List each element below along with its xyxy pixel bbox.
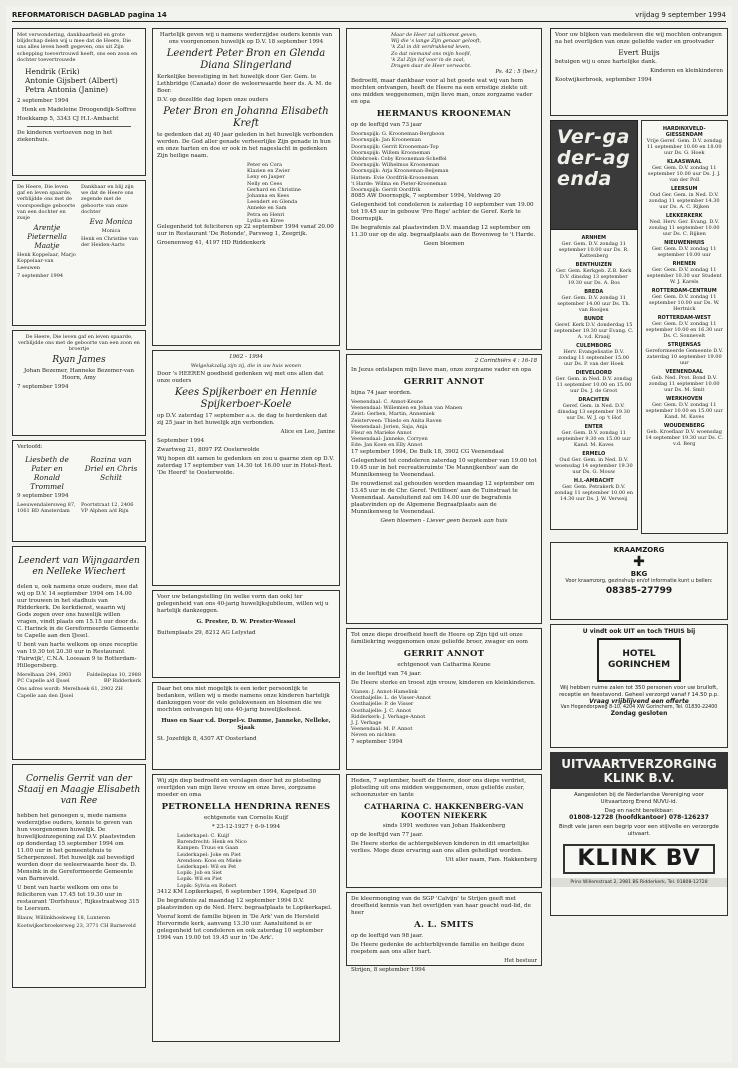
family-member: Fleur en Marieke Annot: [351, 430, 412, 437]
family-member: Leiderkapel: Wil en Pet: [177, 864, 237, 871]
family-member: Gerhard en Christine: [247, 186, 301, 193]
kraamzorg-ad: [550, 542, 728, 620]
poem-line: Wij die 's lange Zijn genaar gelooft,: [391, 38, 482, 45]
agenda-details: Ger. Gem. D.V. zondag 11 september 10.00 uur Ds. W. Hertnick: [648, 294, 720, 312]
child-name-3: Petra Antonia (Janine): [25, 85, 109, 95]
notice-text: Bedroefd, maar dankbaar voor al het goede wat wij van hem mochten ontvangen, heeft de Heere na een ernstige ziekte uit ons midden weggenomen, mijn lieve man, onze zorgzame vader en opa: [351, 78, 533, 106]
anniversary-intro: Door 's HEEREN goedheid gedenken wij met ons allen dat onze ouders: [157, 371, 324, 385]
klink-address: Prins Willemstraat 2, 2981 BS Ridderkerk, Tel. 01808-12728: [551, 878, 727, 887]
family-member: Leiderkapel: C. Kuijf: [177, 833, 230, 839]
page-header-left: REFORMATORISCH DAGBLAD pagina 14: [12, 11, 167, 19]
agenda-place: ENTER: [584, 424, 603, 430]
family-member: Barendrecht: Henk en Nico: [177, 839, 247, 846]
couple-names: Leendert van Wijngaarden en Nelleke Wiechert: [18, 556, 140, 577]
thanks-text: Voor uw blijken van medeleven die wij mochten ontvangen na het overlijden van onze geliefde vader en grootvader: [555, 32, 722, 45]
funeral-text: De begrafenis zal plaatsvinden D.V. maandag 12 september om 11.30 uur op de alg. begraafplaats aan de Bovenweg te 't Harde.: [351, 225, 536, 239]
family-member: Lopik: Sylvia en Robert: [177, 882, 237, 889]
address-1: Leeuwendalersweg 87, 1061 BD Amsterdam: [17, 502, 76, 515]
anniversary-announcement: [152, 350, 340, 586]
agenda-details: Geb. Kroeflaar D.V. woensdag 14 september 19.30 uur Ds. C. v.d. Berg: [645, 429, 724, 447]
announcement-date: 2 september 1994: [17, 98, 69, 105]
agenda-place: CULEMBORG: [576, 343, 612, 349]
family-member: Neven en nichten: [351, 732, 396, 739]
address: Groenenweg 41, 4197 HD Riddenkerk: [157, 240, 266, 247]
family-member: Petra en Henri: [247, 211, 285, 218]
agenda-place: STRIJENSAS: [667, 342, 701, 348]
agenda-place: LEERSUM: [670, 186, 698, 192]
no-flowers: Geen bloemen: [423, 241, 465, 248]
signature: Alice en Leo, Janine: [280, 429, 335, 436]
family-member: Veenendaal: Jorien, Saja, Anja: [351, 423, 428, 430]
phone-number: 08385-27799: [605, 586, 673, 596]
birth-date-1: 7 september 1994: [17, 272, 64, 279]
thank-you-note-2: [152, 682, 340, 770]
family-names: Johan Bezemer, Hanneke Bezemer-van Hoorn, Amy: [24, 367, 134, 381]
agenda-details: Geb. Ned. Prot. Bond D.V. zondag 11 september 10.00 uur Ds. M. Smit: [648, 375, 720, 393]
family-member: Nelly en Cees: [247, 180, 283, 187]
address: St. Jozefdijk 8, 4307 AT Oosterland: [157, 736, 257, 742]
agenda-details: Oud Ger. Gem. in Ned. D.V. zondag 11 september 14.30 uur Ds. A. C. Rijken: [648, 192, 720, 210]
announcement-intro: Met verwondering, dankbaarheid en grote blijdschap delen wij u mee dat de Heere, Die uns alles leven heeft gegeven, ons uit Zijn schepping toevertrouwd heeft, ons een zoon en dochter toevertrouwde: [17, 32, 138, 63]
ad-text: Wij hebben ruime zalen tot 350 personen voor uw bruiloft, receptie en feestavond. Geheel verzorgd vanaf f 14.50 p.p.: [559, 685, 719, 698]
couple-names: Kees Spijkerboer en Hennie Spijkerboer-Koele: [174, 387, 318, 411]
klink-text-2: Bindt vele jaren een begrip voor een stijlvolle en verzorgde uitvaart.: [559, 824, 719, 837]
reception-text: Wij hopen dit samen te gedenken en zou u gaarne zien op D.V. zaterdag 17 september van 14.30 tot 16.00 uur in Hotel-Rest. 'De Heerd' te Oosterwolde.: [157, 456, 335, 477]
child-name-1: Hendrik (Erik): [25, 67, 80, 77]
agenda-details: Herv. Evangelisatie D.V. zondag 11 september 15.00 uur Ds. P. van der Hoek: [558, 349, 630, 367]
birth-text-2: Dankbaar en blij zijn we dat de Heere ons zegende met de geboorte van onze dochter: [81, 184, 134, 215]
slogan: Vraag vrijblijvend een offerte: [589, 698, 689, 706]
birth-text-1: De Heere, Die leven gaf en leven spaarde, verblijdde ons met de voorspoedige geboorte van een dochter en zusje: [17, 184, 76, 222]
deceased-name: HERMANUS KROONEMAN: [376, 109, 512, 120]
wedding-announcement-2: [12, 764, 146, 988]
thank-you-note-1: [152, 590, 340, 678]
family-member: 't Harde: Wilma en Pieter-Krooneman: [351, 180, 447, 187]
agenda-details: Gereformeerde Gemeente D.V. zaterdag 10 september 19.00 uur: [645, 348, 723, 366]
page-header-right: vrijdag 9 september 1994: [635, 11, 726, 19]
agenda-details: Ger. Gem. D.V. zondag 11 september 10.00 uur Ds. J. J. van der Poll: [647, 165, 721, 183]
age: op de leeftijd van 98 jaar.: [351, 933, 424, 939]
verse: Welgelukzalig zijn zij, die in uw huis wonen: [190, 363, 302, 369]
column-4: [550, 28, 728, 1052]
agenda-place: BUNDE: [583, 316, 604, 322]
agenda-place: DRACHTEN: [578, 397, 610, 403]
family-member: Lopik: Wil en Piet: [177, 876, 222, 883]
deceased-name: GERRIT ANNOT: [403, 377, 485, 387]
spouse-note: echtgenoot van Catharina Keune: [397, 662, 491, 668]
hotel-gorinchem-ad: [550, 624, 728, 748]
birth-announcement-triplets: [12, 28, 146, 176]
birth-announcement-daughters: [12, 180, 146, 326]
notice-text: Wij zijn diep bedroefd en verslagen door het zo plotseling overlijden van mijn lieve vrouw en onze lieve, zorgzame moeder en oma: [157, 778, 321, 798]
agenda-section: [550, 120, 728, 538]
family-list: [247, 162, 335, 224]
family-names-1: Henk Koppelaar, Marjo Koppelaar-van Leeuwen: [17, 252, 76, 271]
agenda-details: Ned. Herv. Ger. Evang. D.V. zondag 11 september 10.00 uur Ds. C. Rijken: [648, 219, 720, 237]
agenda-place: ROTTERDAM-CENTRUM: [651, 288, 717, 294]
deceased-name: PETRONELLA HENDRINA RENES: [161, 802, 331, 812]
signature: Uit aller naam, Fam. Hakkenberg: [445, 857, 537, 863]
wedding-and-anniversary: [152, 28, 340, 346]
agenda-place: BENTHUIZEN: [575, 262, 612, 268]
death-notice-smits: [346, 892, 542, 973]
family-member: Leny en Jasper: [247, 174, 285, 181]
agenda-details: Ger. Gem. D.V. zondag 11 september 10.00 en 15.00 uur Kand. M. Kaves: [645, 402, 723, 420]
agenda-place: RHENEN: [672, 261, 696, 267]
agenda-place: LEKKERKERK: [665, 213, 703, 219]
wedding-text: delen u, ook namens onze ouders, mee dat wij op D.V. 14 september 1994 om 14.00 uur trouwen in het stadhuis van Ridderkerk. De kerkdienst, waarin wij Gods zegen over ons huwelijk willen vragen, vindt plaats om 15.15 uur door ds. C. Harinck in de Gereformeerde Gemeente te Capelle aan den IJssel.: [17, 584, 140, 639]
engagement-announcement: [12, 440, 146, 542]
agenda-right-list: [641, 120, 729, 534]
agenda-place: KLAASWAAL: [666, 159, 702, 165]
family-member: Oosthaljelle: J. C. Annot: [351, 707, 412, 714]
address-2: Kootwijkerbroekerweg 23, 3771 CH Barneveld: [17, 923, 136, 930]
death-notice-annot-family: [346, 354, 542, 624]
address-1: Blauw, Willinkhoekweg 18, Lunteren: [17, 915, 111, 921]
visit-text: Gelegenheid tot condoleren is zaterdag 10 september van 19.00 tot 19.45 uur in gebouw 'Pro Rege' achter de Geref. Kerk te Doornspijk.: [351, 202, 534, 223]
reception-text: U bent van harte welkom op onze receptie van 19.30 tot 20.30 uur in Restaurant 'Fairwijk', C.N.A. Loosaan 9 te Rotterdam-Hillegersberg.: [17, 642, 138, 669]
newspaper-page: [6, 6, 732, 1062]
poem-line: 'k Zal Zijn lof voor in de zaal,: [391, 56, 465, 63]
family-member: Oldebroek: Coby Krooneman-Scheffel: [351, 156, 447, 163]
notice-text: Heden, 7 september, heeft de Heere, door ons diepe verdriet, plotseling uit ons midden weggenomen, onze geliefde zuster, schoonzuster en tante: [351, 778, 526, 798]
date: Kootwijkerbroek, september 1994: [555, 77, 652, 83]
parents-note: D.V. op dezelfde dag lopen onze ouders: [157, 97, 269, 103]
birth-date: 7 september 1994: [17, 383, 69, 390]
agenda-details: Geref. Kerk D.V. donderdag 15 september 19.30 uur Evang. C. A. v.d. Kraaij: [554, 322, 634, 340]
signature: Het bestuur: [504, 958, 537, 964]
column-1: [12, 28, 146, 1052]
wedding-text: hebben het genoegen u, mede namens wederzijdse ouders, kennis te geven van hun voorgenomen huwelijk. De huwelijksinzegening zal D.V. plaatsvinden op donderdag 15 september 1994 om 11.00 uur in het gemeentehuis te Scherpenzeel. Het huwelijk zal bevestigd worden door de weleerwaarde heer ds. D. Mensink in de Gereformeerde Gemeente van Barneveld.: [17, 813, 137, 882]
names: G. Prester, D. W. Prester-Wessel: [196, 619, 296, 625]
family-member: Arendsen: Koos en Mieke: [177, 857, 242, 864]
deceased-name: A. L. SMITS: [414, 920, 474, 930]
address: 17 september 1994, De Bulk 18, 3902 CG Veenendaal: [351, 448, 504, 455]
anniversary-text: te gedenken dat zij 40 jaar geleden in het huwelijk verbonden werden. De God aller genade verheerlijke Zijn genade in hun en onze harten en doe er ook in het nageslacht in gedenken Zijn heilige naam.: [157, 132, 334, 159]
family-member: Kampen: Truus en Gaan: [177, 845, 239, 852]
age: bijna 74 jaar worden.: [351, 390, 412, 396]
poem-line: 'k Zal in dit verdrukkend leven,: [391, 44, 471, 51]
family-member: Anneke en Sam: [247, 205, 287, 212]
family-member: Veenendaal: C. Annot-Keune: [351, 399, 424, 405]
address: 8085 AW Doornspijk, 7 september 1994, Veldweg 20: [351, 193, 501, 200]
agenda-details: Ger. Gem. D.V. zondag 11 september 10.00 uur: [652, 246, 717, 258]
visit-text: Gelegenheid tot condoleren zaterdag 10 september van 19.00 tot 19.45 uur in het recreatieruimte 'De Mannijkenbos' aan de Munnikenweg te Veenendaal.: [351, 457, 537, 478]
family-member: Doornspijk: Gerrit Oordfrik: [351, 187, 421, 194]
family-member: Zeisterveen: Thiedo en Anita Raven: [351, 417, 442, 424]
announcement-intro: Hartelijk geven wij u namens wederzijdse ouders kennis van ons voorgenomen huwelijk op D.V. 18 september 1994: [159, 32, 333, 45]
family-member: Ridderkerk: J. Verhage-Annot: [351, 713, 426, 720]
agenda-details: Geref. Gem. in Ned. D.V. dinsdag 13 september 19.30 uur Ds. W. J. op 't Hof: [557, 403, 630, 421]
thanks-text: Voor uw belangstelling (in welke vorm dan ook) ter gelegenheid van ons 40-jarig huwelijksjubileum, willen wij u hartelijk dankzeggen.: [157, 594, 329, 614]
agenda-details: Vrije Geref. Gem. D.V. zondag 11 september 10.00 en 18.00 uur Ds. G. Hoek: [646, 138, 722, 156]
couple-names: Cornelis Gerrit van der Staaij en Maagje Elisabeth van Ree: [17, 774, 141, 806]
date: Strijen, 8 september 1994: [351, 967, 426, 973]
family-member: Doornspijk: Gerrit Krooneman-Top: [351, 143, 439, 150]
visit-text: Vooraf komt de familie bijeen in 'De Ark' van de Hersteld Hervormde kerk, aanvang 13.30 uur. Aansluitend is er gelegenheid tot condoleren en ook zaterdag 10 september 1994 van 19.00 tot 19.45 uur in 'De Ark'.: [157, 913, 324, 941]
klink-title-1: UITVAARTVERZORGING: [561, 757, 717, 771]
family-member: Lopik: Job en Siet: [177, 870, 222, 877]
reception-text: Gelegenheid tot feliciteren op 22 september 1994 vanaf 20.00 uur in Restaurant 'De Rotonde', Parsweg 1, Zeegrijk.: [157, 224, 334, 238]
agenda-place: BREDA: [584, 289, 604, 295]
family-list: [351, 689, 537, 739]
family-member: Hattem: Evie Oordfrik-Krooneman: [351, 174, 439, 181]
anniversary-text: op D.V. zaterdag 17 september a.s. de dag te herdenken dat zij 25 jaar in het huwelijk zijn verbonden.: [157, 413, 328, 427]
family-member: Leendert en Glenda: [247, 199, 298, 206]
family: Kinderen en kleinkinderen: [650, 68, 723, 74]
birth-text: De Heere, Die leven gaf en leven spaarde, verblijdde ons met de geboorte van een zoon en broertje: [18, 334, 140, 353]
poem: [391, 32, 537, 69]
agenda-place: NIEUWENHUIS: [664, 240, 705, 246]
klink-text: Aangesloten bij de Nederlandse Vereniging voor Uitvaartzorg Erend NUVU-id.: [573, 792, 705, 805]
family-member: Doornspijk: Wilhelmus Krooneman: [351, 162, 440, 169]
address: Van Hogendorpweg 8-10, 4204 XW Gorinchem, Tel. 01830-22400: [560, 705, 718, 711]
deceased-name: Evert Buijs: [618, 48, 660, 57]
parents-names: Henk en Madeleine Droogendijk-Soffree: [21, 107, 137, 114]
agenda-details: Ger. Gem. D.V. zondag 11 september 10.30 uur Student W. J. Karels: [646, 267, 722, 285]
klink-logo: KLINK BV: [563, 844, 715, 874]
couple-1: Liesbeth de Pater en Ronald Trommel: [25, 455, 69, 491]
klink-title-2: KLINK B.V.: [603, 771, 675, 785]
agenda-details: Ger. Gem. D.V. zondag 11 september 10.00 en 16.30 uur Ds. C. Sonnevelt: [645, 321, 723, 339]
wedding-announcement-1: [12, 546, 146, 760]
family-member: Doornspijk: G. Krooneman-Bergboon: [351, 131, 445, 138]
page-header: [12, 8, 726, 22]
hotel-logo: [597, 638, 681, 682]
family-member: Doornspijk: Willem Krooneman: [351, 149, 431, 156]
family-member: Oosthaljelle: L. de Visser-Annot: [351, 695, 432, 702]
engagement-date: 9 september 1994: [17, 493, 69, 499]
family-member: J. J. Verhage: [351, 720, 382, 727]
agenda-details: Ger. Gem. D.V. zondag 11 september 9.30 en 15.00 uur Kand. M. Kaves: [556, 430, 631, 448]
hotel-name-1: HOTEL: [622, 649, 656, 659]
notice-text: De kleermonging van de SGP 'Calvijn' te Strijen geeft met droefheid kennis van het overlijden van haar geacht oud-lid, de heer: [351, 896, 531, 916]
column-2: [152, 28, 340, 1052]
klink-availability: Dag en nacht bereikbaar:: [604, 808, 674, 815]
agenda-details: Ger. Gem. Petrakerk D.V. zondag 11 september 10.00 en 14.30 uur Ds. J. W. Verweij: [554, 484, 633, 502]
birth-announcement-son: [12, 330, 146, 436]
cross-icon: ✚: [633, 554, 645, 570]
notice-text: Tot onze diepe droefheid heeft de Heere op Zijn tijd uit onze familiekring weggenomen onze geliefde broer, zwager en oom: [351, 632, 528, 645]
years: 1962 - 1994: [229, 354, 263, 360]
thanks-line: betuigen wij u onze hartelijke dank.: [555, 59, 657, 65]
org-name: BKG: [630, 570, 648, 578]
agenda-place: HARDINXVELD-GIESSENDAM: [662, 126, 706, 138]
family-list: [351, 399, 537, 449]
ad-text: Voor kraamzorg, gezinshulp en/of informatie kunt u bellen:: [565, 578, 713, 584]
poem-line: Zo dat niemand ons mijn hoofd,: [391, 50, 472, 57]
notice-text-2: De Heere sterke en troost zijn vrouw, kinderen en kleinkinderen.: [351, 680, 536, 686]
spouse-note: echtgenote van Cornelis Kuijf: [203, 815, 289, 821]
divider: [27, 126, 131, 127]
address-1: Merelhaan 294, 2903 PC Capelle a/d IJssel: [17, 672, 72, 685]
family-names-2: Henk en Christine van der Heiden-Aarts: [81, 236, 138, 249]
family-member: Ede: Jan Koen en Elly Annot: [351, 442, 423, 449]
deceased-name: CATHARINA C. HAKKENBERG-VAN KOOTEN NIEKERK: [364, 802, 524, 820]
date: 7 september 1994: [351, 738, 403, 745]
agenda-details: Ger. Gem. Kerkgeb. Z.B. Kerk D.V. dinsdag 13 september 19.30 uur Ds. A. Bos: [556, 268, 632, 286]
age: op de leeftijd van 73 jaar: [351, 122, 422, 129]
notice-text-2: De Heere sterke de achtergebleven kinderen in dit smartelijke verlies. Moge deze ervaring aan ons allen geheiligd worden.: [351, 841, 530, 854]
names: Huso en Saar v.d. Dorpel-v. Damme, Janneke, Nelleke, Sjaak: [161, 718, 331, 731]
announcement-note: De kinderen vertoeven nog in het ziekenhuis.: [17, 130, 113, 144]
notice-text-2: De Heere gedenke de achterblijvende familie en heilige deze roepstem aan ons aller hart.: [351, 942, 525, 955]
life-dates: * 23-12-1927 † 6-9-1994: [211, 824, 281, 830]
thank-you-buijs: [550, 28, 728, 116]
child-subname: Monica: [101, 228, 121, 235]
poem-line: Dragen daar de Heer verwacht.: [391, 63, 472, 70]
agenda-details: Ger. Gem. in Ned. D.V. zondag 11 september 10.00 en 15.00 uur Ds. J. de Groot: [555, 376, 633, 394]
deceased-name: GERRIT ANNOT: [403, 649, 485, 659]
notice-text: In Jezus ontslapen mijn lieve man, onze zorgzame vader en opa: [351, 367, 532, 373]
family-member: Veenendaal: Janneke, Corryen: [351, 436, 428, 443]
family-member: Vianen: J. Annot-Hamelink: [351, 689, 418, 695]
column-3: [346, 28, 542, 1052]
agenda-header: [550, 120, 638, 230]
poem-line: Maar de Heer zal uitkomst geven,: [391, 32, 478, 38]
couple-2: Rozina van Driel en Chris Schilt: [84, 455, 138, 482]
age: in de leeftijd van 74 jaar.: [351, 671, 422, 677]
family-member: Peter en Cora: [247, 162, 283, 168]
poem-ref: Ps. 42 : 5 (ber.): [495, 69, 537, 76]
agenda-place: WERKHOVEN: [666, 396, 703, 402]
date: September 1994: [157, 438, 205, 445]
agenda-title: Ver-gader-agenda: [557, 126, 631, 190]
address-2: Faldeilepias 10, 2988 BP Ridderkerk: [86, 672, 141, 685]
closed-note: Zondag gesloten: [610, 710, 668, 718]
engagement-label: Verloofd:: [17, 444, 43, 450]
family-member: Veenendaal: M. P. Annot: [351, 726, 413, 733]
child-name-ryan: Ryan James: [52, 354, 106, 365]
family-member: Oosthaljelle: P. de Visser: [351, 701, 414, 708]
death-notice-hakkenberg: [346, 774, 542, 888]
funeral-text: De rouwdienst zal gehouden worden maandag 12 september om 13.45 uur in de Chr. Geref. 'Petillioen' aan de Tuinstraat te Veenendaal. Aansluitend zal om 14.00 uur de begrafenis plaatsvinden op de Algemene Begraafplaats aan de Munnikenweg te Veenendaal.: [351, 480, 535, 515]
child-name-2: Antonie Gijsbert (Albert): [25, 76, 118, 86]
family-member: Lydia en Kiree: [247, 217, 284, 224]
ceremony-text: Kerkelijke bevestiging in het huwelijk door Ger. Gem. te Lethbridge (Canada) door de weleerwaarde heer ds. A. M. de Boer.: [157, 74, 332, 94]
agenda-details: Ger. Gem. D.V. zondag 11 september 14.00 uur Ds. Th. van Rooijen: [557, 295, 631, 313]
child-name-arentje: Arentje Pieternella Maatje: [27, 223, 67, 251]
address: Zwartweg 21, 8097 PZ Oosterwolde: [157, 447, 260, 454]
address: Buitenplaats 29, 8212 AG Lelystad: [157, 630, 256, 636]
agenda-place: H.I.-AMBACHT: [573, 478, 614, 484]
funeral-text: De begrafenis zal maandag 12 september 1994 D.V. plaatsvinden op de Ned. Herv. begraafplaats te Lopikerkapel.: [157, 897, 332, 911]
couple-names: Leendert Peter Bron en Glenda Diana Slingerland: [166, 48, 326, 71]
agenda-details: Oud Ger. Gem. in Ned. D.V. woensdag 14 september 19.30 uur Ds. G. Mouw: [554, 457, 633, 475]
family-member: Johanna en Kees: [247, 193, 290, 200]
family-member: Leiderkapel: Joke en Piet: [177, 851, 241, 858]
future-address: Ons adres wordt: Merelhoek 61, 2902 ZH Capelle aan den IJssel: [17, 686, 123, 699]
family-member: Klazien en Zwier: [247, 168, 290, 175]
agenda-place: ROTTERDAM-WEST: [657, 315, 711, 321]
address-2: Poortstraat 12, 2406 VP Alphen a/d Rijn: [81, 502, 134, 515]
death-notice-annot-siblings: [346, 628, 542, 770]
ad-top: U vindt ook UIT en toch THUIS bij: [582, 628, 696, 635]
agenda-place: VEENENDAAL: [665, 369, 704, 375]
klink-header: [551, 753, 727, 789]
agenda-left-list: [550, 230, 638, 530]
reception-text: U bent van harte welkom om ons te feliciteren van 17.45 tot 19.30 uur in restaurant 'Dorfshuus', Rijksstraatweg 315 te Leersum.: [17, 885, 140, 912]
ad-title: KRAAMZORG: [613, 546, 665, 554]
agenda-place: ARNHEM: [581, 235, 606, 241]
announcement-address: Hoekkamp 5, 3343 CJ H.I.-Ambacht: [17, 116, 119, 123]
family-list: [351, 131, 537, 193]
age: op de leeftijd van 77 jaar.: [351, 832, 424, 838]
family-member: Doornspijk: Jan Krooneman: [351, 137, 421, 144]
klink-phones: 01808-12728 (hoofdkantoor) 078-126237: [569, 814, 709, 822]
klink-funeral-ad: [550, 752, 728, 916]
family-member: Veenendaal: Willemien en Johan van Manen: [351, 405, 463, 412]
no-flowers: Geen bloemen - Liever geen bezoek aan huis: [380, 517, 508, 524]
agenda-place: WOUDENBERG: [663, 423, 705, 429]
spouse-note: sinds 1991 weduwe van Johan Hakkenberg: [382, 823, 506, 829]
bible-ref: 2 Corinthiërs 4 : 16-18: [474, 358, 537, 364]
child-name-eva: Eva Monica: [89, 217, 133, 227]
agenda-details: Ger. Gem. D.V. zondag 11 september 10.00 uur Ds. R. Kattenberg: [558, 241, 629, 259]
death-notice-renes: [152, 774, 340, 1042]
parents-names: Peter Bron en Johanna Elisabeth Kreft: [163, 106, 329, 129]
family-member: Zeist: Gerben, Martin, Annemiek: [351, 411, 435, 418]
death-notice-krooneman: [346, 28, 542, 350]
agenda-place: DIEVELOORD: [575, 370, 612, 376]
agenda-place: ERMELO: [582, 451, 606, 457]
family-member: Doornspijk: Arja Krooneman-Beijeman: [351, 168, 449, 175]
hotel-name-2: GORINCHEM: [607, 660, 671, 670]
family-list: [177, 833, 335, 889]
thanks-text: Daar het ons niet mogelijk is een ieder persoonlijk te bedanken, willen wij u mede namens onze kinderen hartelijk dankzeggen voor de vele gelukwensen en bloemen die we mochten ontvangen bij ons 40-jarig huwelijksfeest.: [157, 686, 330, 713]
address: 3412 KM Lopikerkapel, 6 september 1994, Kapelpad 30: [157, 888, 317, 895]
